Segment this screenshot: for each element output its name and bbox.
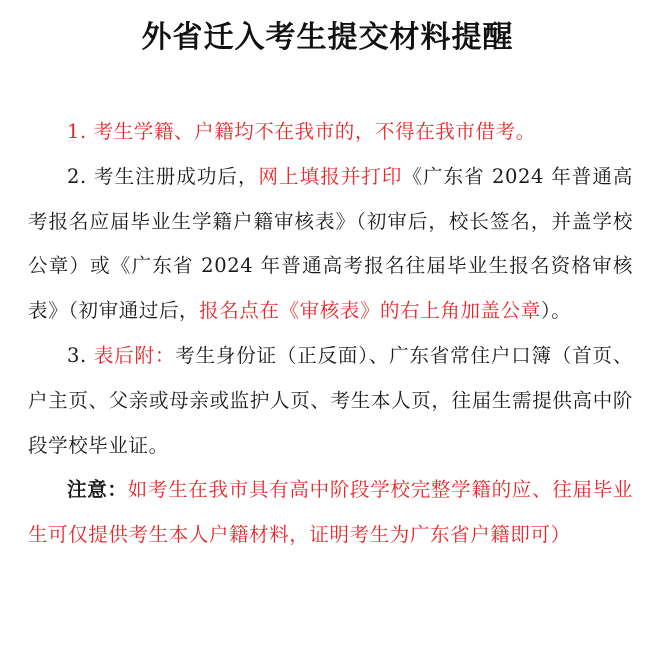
rule-3-materials: 考生身份证（正反面）、广东省常住户口簿（首页、户主页、父亲或母亲或监护人页、考生本人页，往届生需提供高中阶段学校毕业证。 [28, 343, 633, 457]
rule-2-end: ）。 [540, 299, 572, 323]
page-title: 外省迁入考生提交材料提醒 [141, 20, 514, 55]
paragraph-2 [28, 155, 633, 334]
rule-2-highlight-print: 网上填报并打印 [258, 164, 403, 188]
document-body [28, 110, 633, 558]
rule-3-label: 表后附： [93, 343, 176, 367]
paragraph-note [28, 468, 633, 558]
rule-2-form-names: 《广东省 2024 年普通高考报名应届毕业生学籍户籍审核表》（初审后，校长签名，并盖学校公章）或《广东省 2024 年普通高考报名往届毕业生报名资格审核表》（初审通过后， [28, 164, 633, 323]
rule-1-text: 1. 考生学籍、户籍均不在我市的，不得在我市借考。 [67, 120, 536, 143]
rule-2-intro: 2. 考生注册成功后， [67, 164, 259, 188]
rule-2-highlight-stamp: 报名点在《审核表》的右上角加盖公章 [199, 299, 541, 323]
note-text: 如考生在我市具有高中阶段学校完整学籍的应、往届毕业生可仅提供考生本人户籍材料，证明考生为广东省户籍即可） [28, 478, 633, 547]
rule-3-number: 3. [67, 343, 94, 367]
note-label: 注意： [67, 478, 128, 502]
paragraph-1 [28, 110, 633, 155]
paragraph-3 [28, 334, 633, 468]
